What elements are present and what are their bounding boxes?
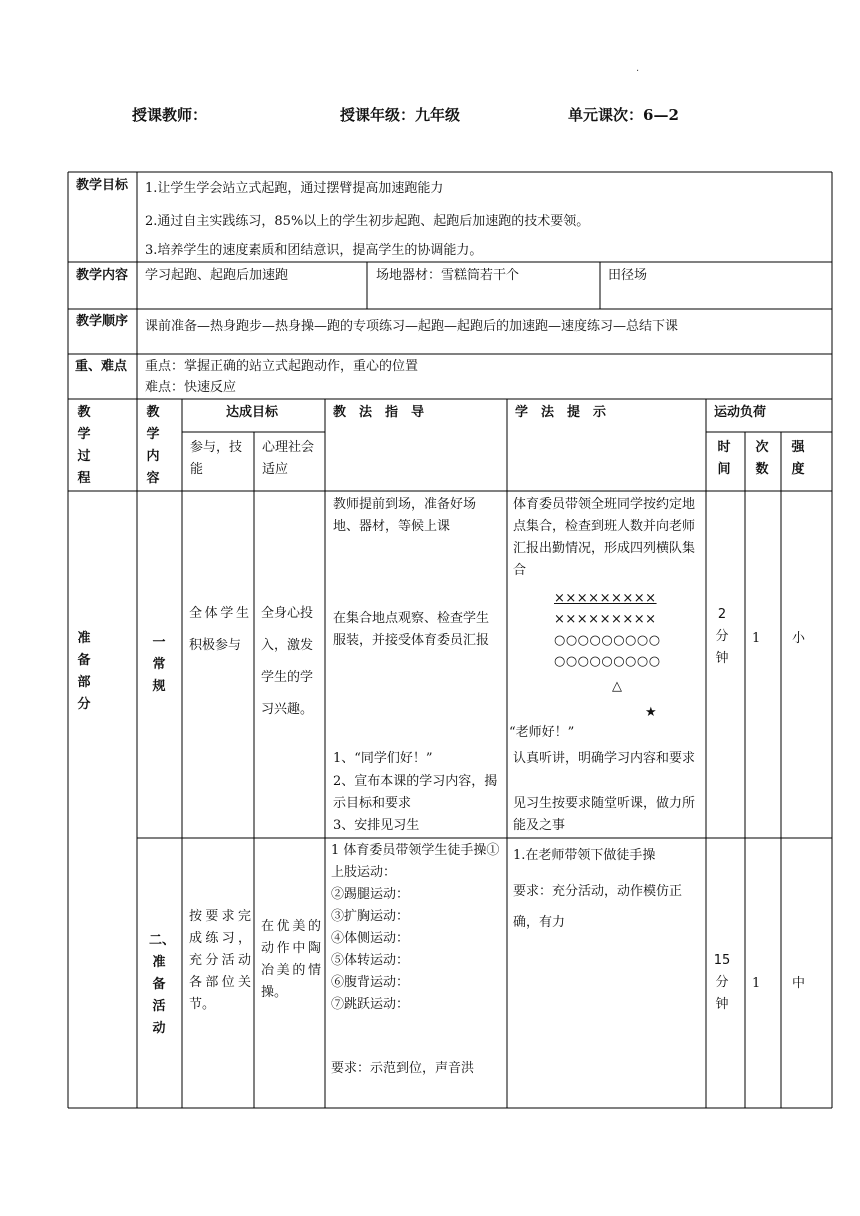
- row2-mental: 在优美的动作中陶冶美的情操。: [261, 919, 321, 1000]
- formation-row-2: [554, 609, 657, 630]
- row2-skill: 按要求完成练习，充分活动各部位关节。: [189, 909, 251, 1012]
- decorative-dot: ·: [636, 66, 640, 77]
- key-point-text: 重点：掌握正确的站立式起跑动作，重心的位置: [145, 359, 419, 374]
- row2-intensity: 中: [792, 976, 806, 991]
- row2-method-line-1: 1 体育委员带领学生徒手操①上肢运动：: [331, 843, 500, 880]
- row2-method-requirement: 要求：示范到位，声音洪: [331, 1061, 475, 1076]
- objective-3: 3.培养学生的速度素质和团结意识，提高学生的协调能力。: [145, 243, 483, 258]
- formation-row-3: [554, 630, 661, 651]
- goal-mental-header: 心理社会适应: [262, 440, 315, 477]
- unit-label: 单元课次：6—2: [568, 106, 679, 124]
- teacher-triangle-icon: △: [612, 679, 623, 694]
- keypoints-label: 重、难点: [75, 359, 128, 374]
- row2-count: 1: [752, 976, 761, 991]
- content-text: 学习起跑、起跑后加速跑: [145, 268, 289, 283]
- star-icon: ★: [645, 705, 658, 720]
- goal-skill-header: 参与，技能: [190, 440, 243, 477]
- row1-mental: 全身心投入，激发学生的学习兴趣。: [261, 606, 314, 717]
- sequence-label: 教学顺序: [76, 314, 129, 329]
- row2-study-a: 1.在老师带领下做徒手操: [513, 848, 656, 863]
- row1-time: 2分钟: [715, 607, 729, 666]
- row2-content: 二、准备活动: [149, 933, 176, 1036]
- content-header: 教学内容: [146, 405, 160, 486]
- equipment-text: 场地器材：雪糕筒若干个: [376, 268, 520, 283]
- formation-row-2-text: ×××××××××: [554, 612, 657, 627]
- row1-study-b: “老师好！”: [509, 725, 575, 740]
- row2-study-b: 要求：充分活动，动作模仿正确，有力: [513, 884, 683, 930]
- venue-text: 田径场: [608, 268, 648, 283]
- row2-method-line-3: ③扩胸运动：: [331, 909, 410, 924]
- objectives-label: 教学目标: [76, 178, 129, 193]
- row1-method-c1: 1、“同学们好！”: [333, 751, 433, 766]
- content-label: 教学内容: [76, 268, 129, 283]
- time-header: 时间: [717, 440, 731, 477]
- row2-method-line-6: ⑥腹背运动：: [331, 975, 410, 990]
- row1-method-c3: 3、安排见习生: [333, 818, 420, 833]
- row2-method-line-2: ②踢腿运动：: [331, 887, 410, 902]
- row2-method-line-7: ⑦跳跃运动：: [331, 997, 410, 1012]
- row1-study-d: 见习生按要求随堂听课，做力所能及之事: [513, 796, 696, 833]
- row2-method-line-4: ④体侧运动：: [331, 931, 410, 946]
- goal-header: 达成目标: [226, 405, 279, 420]
- sequence-text: 课前准备—热身跑步—热身操—跑的专项练习—起跑—起跑后的加速跑—速度练习—总结下课: [145, 319, 679, 334]
- row1-method-c2: 2、宣布本课的学习内容，揭示目标和要求: [333, 774, 498, 811]
- study-header: 学 法 提 示: [515, 405, 607, 420]
- formation-row-3-text: ○○○○○○○○○: [554, 633, 661, 648]
- method-header: 教 法 指 导: [333, 405, 425, 420]
- teacher-label: 授课教师：: [132, 106, 208, 124]
- formation-row-1: [554, 588, 657, 609]
- section-name: 准备部分: [77, 631, 91, 712]
- objective-2: 2.通过自主实践练习，85%以上的学生初步起跑、起跑后加速跑的技术要领。: [145, 214, 590, 229]
- row1-study-a: 体育委员带领全班同学按约定地点集合，检查到班人数并向老师汇报出勤情况，形成四列横队集合: [513, 497, 696, 578]
- difficult-point-text: 难点：快速反应: [145, 380, 237, 395]
- process-header: 教学过程: [77, 405, 91, 486]
- intensity-header: 强度: [791, 440, 805, 477]
- formation-row-4-text: ○○○○○○○○○: [554, 654, 661, 669]
- formation-row-4: [554, 651, 661, 672]
- formation-row-1-text: ×××××××××: [554, 591, 657, 606]
- grade-label: 授课年级：九年级: [340, 106, 461, 124]
- row1-content: 一常规: [152, 635, 166, 694]
- row1-count: 1: [752, 631, 761, 646]
- row1-method-a: 教师提前到场，准备好场地、器材，等候上课: [333, 497, 477, 534]
- row2-method-line-5: ⑤体转运动：: [331, 953, 410, 968]
- load-header: 运动负荷: [714, 405, 767, 420]
- row1-skill: 全体学生积极参与: [189, 606, 249, 653]
- objective-1: 1.让学生学会站立式起跑，通过摆臂提高加速跑能力: [145, 181, 444, 196]
- row1-method-b: 在集合地点观察、检查学生服装，并接受体育委员汇报: [333, 611, 490, 648]
- row2-time: 15分钟: [713, 953, 731, 1012]
- row1-intensity: 小: [792, 631, 806, 646]
- row1-study-c: 认真听讲，明确学习内容和要求: [513, 751, 696, 766]
- count-header: 次数: [755, 440, 769, 477]
